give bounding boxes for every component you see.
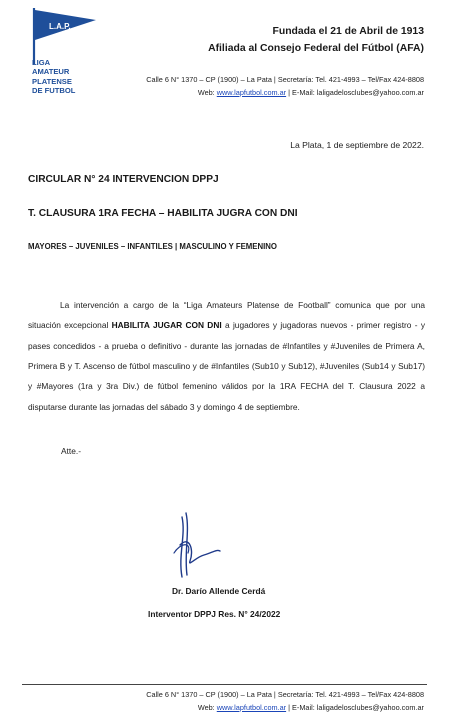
header-address: Calle 6 N° 1370 – CP (1900) – La Pata | Secretaría: Tel. 421-4993 – Tel/Fax 424-8808: [146, 75, 424, 84]
body-paragraph: [28, 295, 425, 417]
pennant-flag-icon: [22, 6, 102, 66]
header-email: laligadelosclubes@yahoo.com.ar: [316, 88, 424, 97]
signatory-name: Dr. Darío Allende Cerdá: [172, 586, 266, 596]
logo-line: PLATENSE: [32, 76, 72, 86]
header-affiliation: Afiliada al Consejo Federal del Fútbol (AFA): [208, 43, 424, 54]
email-prefix: | E-Mail:: [286, 88, 317, 97]
logo-line: DE FUTBOL: [32, 86, 76, 96]
body-bold-text: HABILITA JUGAR CON DNI: [111, 320, 222, 331]
circular-title: CIRCULAR N° 24 INTERVENCION DPPJ: [28, 174, 219, 185]
footer-address: Calle 6 N° 1370 – CP (1900) – La Pata | Secretaría: Tel. 421-4993 – Tel/Fax 424-8808: [146, 690, 424, 699]
document-date: La Plata, 1 de septiembre de 2022.: [290, 140, 424, 150]
subject-title: T. CLAUSURA 1RA FECHA – HABILITA JUGRA CON DNI: [28, 208, 298, 219]
logo-line: AMATEUR: [32, 67, 70, 77]
body-text-1: La intervención a cargo de la “Liga Amateurs Platense de Football” comunica que por una situación excepcional: [28, 300, 425, 331]
web-prefix: Web:: [197, 703, 217, 712]
footer-email: laligadelosclubes@yahoo.com.ar: [316, 703, 424, 712]
categories-line: MAYORES – JUVENILES – INFANTILES | MASCULINO Y FEMENINO: [28, 242, 277, 251]
footer-web-link[interactable]: www.lapfutbol.com.ar: [216, 703, 287, 712]
body-text-2: a jugadores y jugadoras nuevos - primer registro - y pases concedidos - a prueba o definitivo - durante las jornadas de #Infantiles y #Juveniles de Primera A, Primera B y T. Ascenso de fútbol masculino y de #Infantiles (Sub10 y Sub12), #Juveniles (Sub14 y Sub17) y #Mayores (1ra y 3ra Div.) de fútbol femenino válidos por la 1RA FECHA del T. Clausura 2022 a disputarse durante las jornadas del sábado 3 y domingo 4 de septiembre.: [28, 320, 425, 412]
web-prefix: Web:: [197, 88, 217, 97]
header-contact: [198, 88, 424, 97]
league-logo: [22, 6, 92, 101]
header-web-link[interactable]: www.lapfutbol.com.ar: [216, 88, 287, 97]
logo-flag-text: L.A.P.: [49, 22, 71, 31]
handwritten-signature: [160, 505, 280, 590]
header-founded: Fundada el 21 de Abril de 1913: [272, 26, 424, 37]
logo-line: LIGA: [32, 58, 51, 67]
footer-divider: [22, 684, 427, 685]
email-prefix: | E-Mail:: [286, 703, 317, 712]
closing: Atte.-: [61, 446, 82, 456]
footer-contact: [198, 703, 424, 712]
logo-wordmark: [32, 58, 102, 96]
signatory-role: Interventor DPPJ Res. N° 24/2022: [148, 609, 281, 619]
